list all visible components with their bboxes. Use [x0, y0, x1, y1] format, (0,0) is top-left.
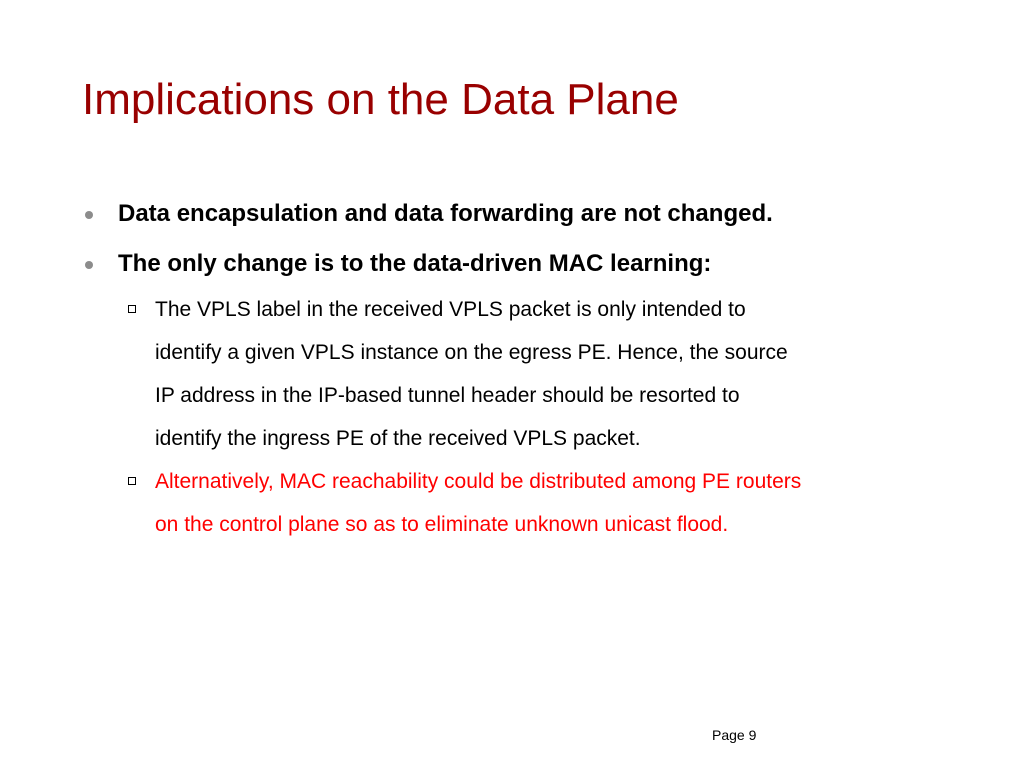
hollow-square-icon — [128, 305, 136, 313]
hollow-square-icon — [128, 477, 136, 485]
bullet-text: Data encapsulation and data forwarding are not changed. — [118, 200, 773, 227]
slide-title: Implications on the Data Plane — [82, 75, 679, 124]
bullet-item — [82, 196, 962, 232]
sub-bullet-text-line: IP address in the IP-based tunnel header should be resorted to — [155, 384, 740, 407]
round-dot-icon — [85, 261, 93, 269]
sub-bullet-text-line: Alternatively, MAC reachability could be distributed among PE routers — [155, 470, 802, 493]
bullet-item — [82, 246, 962, 282]
sub-bullet-text-line: identify the ingress PE of the received VPLS packet. — [155, 427, 641, 450]
page-number: Page 9 — [712, 727, 757, 743]
round-dot-icon — [85, 211, 93, 219]
sub-bullet-text-line: on the control plane so as to eliminate unknown unicast flood. — [155, 513, 729, 536]
sub-bullet-item — [82, 288, 962, 460]
bullet-list — [82, 196, 962, 546]
sub-bullet-text-line: The VPLS label in the received VPLS packet is only intended to — [155, 298, 746, 321]
sub-bullet-text-line: identify a given VPLS instance on the egress PE. Hence, the source — [155, 341, 788, 364]
sub-bullet-item-highlighted — [82, 460, 962, 546]
bullet-text: The only change is to the data-driven MAC learning: — [118, 250, 712, 277]
